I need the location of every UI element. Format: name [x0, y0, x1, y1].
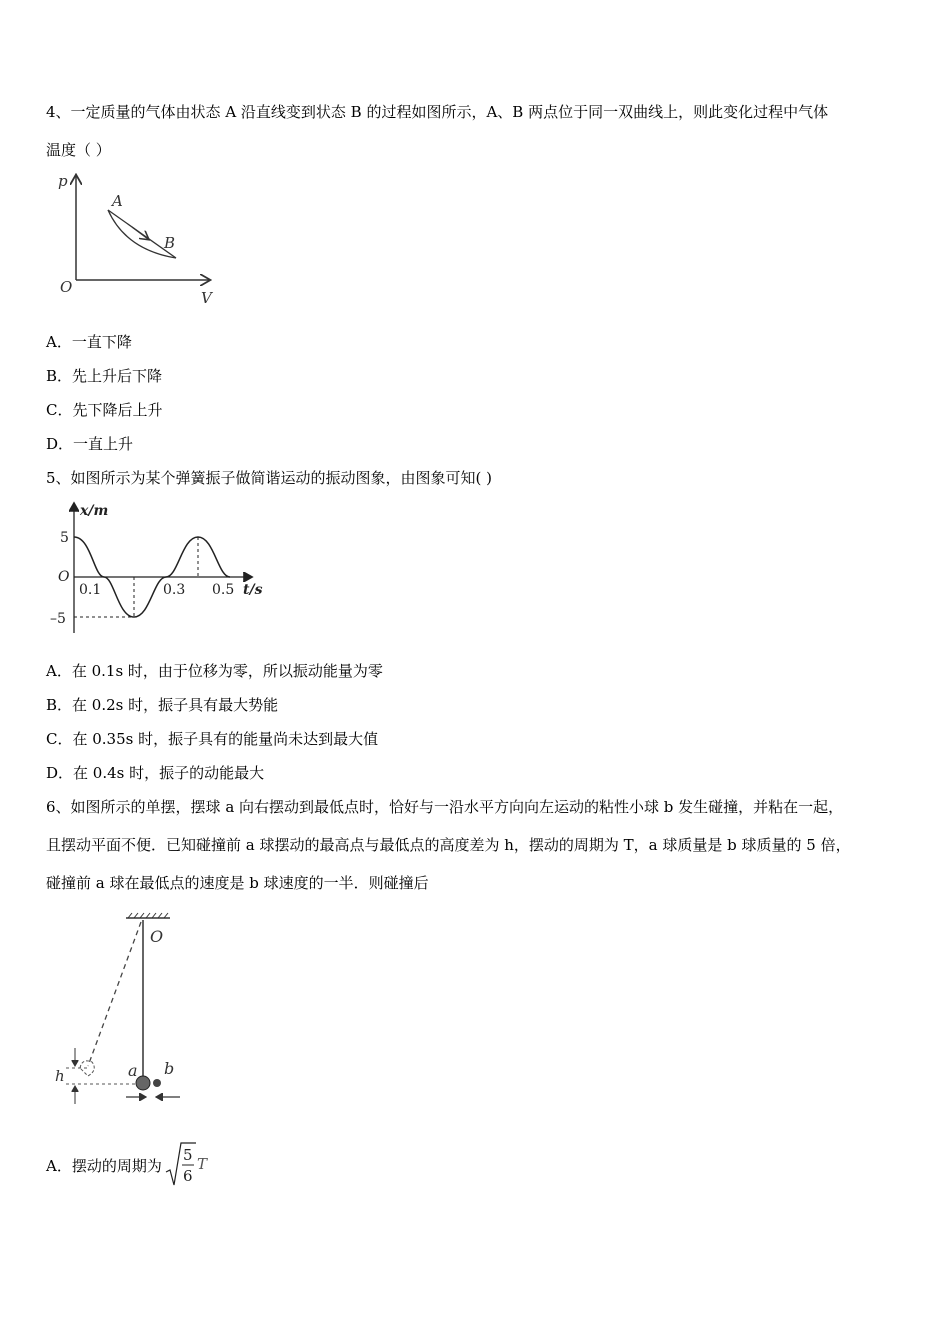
- q6-pendulum-figure: [46, 908, 206, 1113]
- fraction-denominator: 6: [182, 1167, 193, 1185]
- q5-option-b: B．在 0.2s 时，振子具有最大势能: [46, 696, 279, 714]
- q6-option-a: [46, 1140, 212, 1190]
- q4-point-b-label: B: [164, 234, 176, 252]
- q6-displaced-ball: [80, 1061, 94, 1076]
- q6-ball-b: [153, 1079, 161, 1087]
- q4-stem-line1: 4、一定质量的气体由状态 A 沿直线变到状态 B 的过程如图所示，A、B 两点位于同一双曲线上，则此变化过程中气体: [46, 103, 829, 121]
- q5-x-label: t/s: [243, 582, 263, 598]
- q4-point-a-label: A: [112, 192, 123, 210]
- q6-stem-line3: 碰撞前 a 球在最低点的速度是 b 球速度的一半．则碰撞后: [46, 874, 429, 892]
- q6-ball-b-label: b: [164, 1059, 175, 1078]
- q6-pivot-label: O: [150, 927, 164, 946]
- q6-ball-a-label: a: [128, 1061, 138, 1080]
- q5-x-tick-0.1: 0.1: [79, 582, 102, 598]
- q4-option-d: D．一直上升: [46, 435, 134, 453]
- q4-origin-label: O: [60, 278, 73, 296]
- q4-pv-figure: [46, 168, 226, 313]
- q4-y-label: p: [58, 172, 68, 190]
- q4-option-a: A．一直下降: [46, 333, 132, 351]
- q5-vibration-graph: [46, 498, 271, 640]
- q6-stem-line1: 6、如图所示的单摆，摆球 a 向右摆动到最低点时，恰好与一沿水平方向向左运动的粘性小球 b 发生碰撞，并粘在一起，: [46, 798, 844, 816]
- q6-string-displaced: [88, 922, 141, 1066]
- q5-y-label: x/m: [80, 503, 109, 519]
- q6-option-a-formula: [164, 1140, 212, 1190]
- q4-option-c: C．先下降后上升: [46, 401, 163, 419]
- q4-option-b: B．先上升后下降: [46, 367, 163, 385]
- q5-stem: 5、如图所示为某个弹簧振子做简谐运动的振动图象，由图象可知( ): [46, 469, 493, 487]
- q6-ball-a: [136, 1076, 150, 1090]
- q5-x-tick-0.5: 0.5: [212, 582, 235, 598]
- q6-option-a-text: A．摆动的周期为: [46, 1156, 162, 1175]
- q6-stem-line2: 且摆动平面不便．已知碰撞前 a 球摆动的最高点与最低点的高度差为 h，摆动的周期为 T，a 球质量是 b 球质量的 5 倍，: [46, 836, 851, 854]
- q4-direction-arrow: [132, 227, 148, 239]
- q5-option-c: C．在 0.35s 时，振子具有的能量尚未达到最大值: [46, 730, 379, 748]
- q5-origin-label: O: [58, 569, 70, 585]
- q5-y-tick-5: 5: [60, 530, 69, 546]
- q6-height-label: h: [55, 1067, 65, 1085]
- q5-option-d: D．在 0.4s 时，振子的动能最大: [46, 764, 265, 782]
- q5-x-tick-0.3: 0.3: [163, 582, 186, 598]
- q5-y-tick-neg5: –5: [50, 611, 66, 627]
- period-symbol: T: [196, 1155, 207, 1173]
- fraction-numerator: 5: [182, 1146, 193, 1164]
- q4-stem-line2: 温度（ ）: [46, 141, 111, 159]
- q4-x-label: V: [201, 289, 212, 307]
- q5-option-a: A．在 0.1s 时，由于位移为零，所以振动能量为零: [46, 662, 383, 680]
